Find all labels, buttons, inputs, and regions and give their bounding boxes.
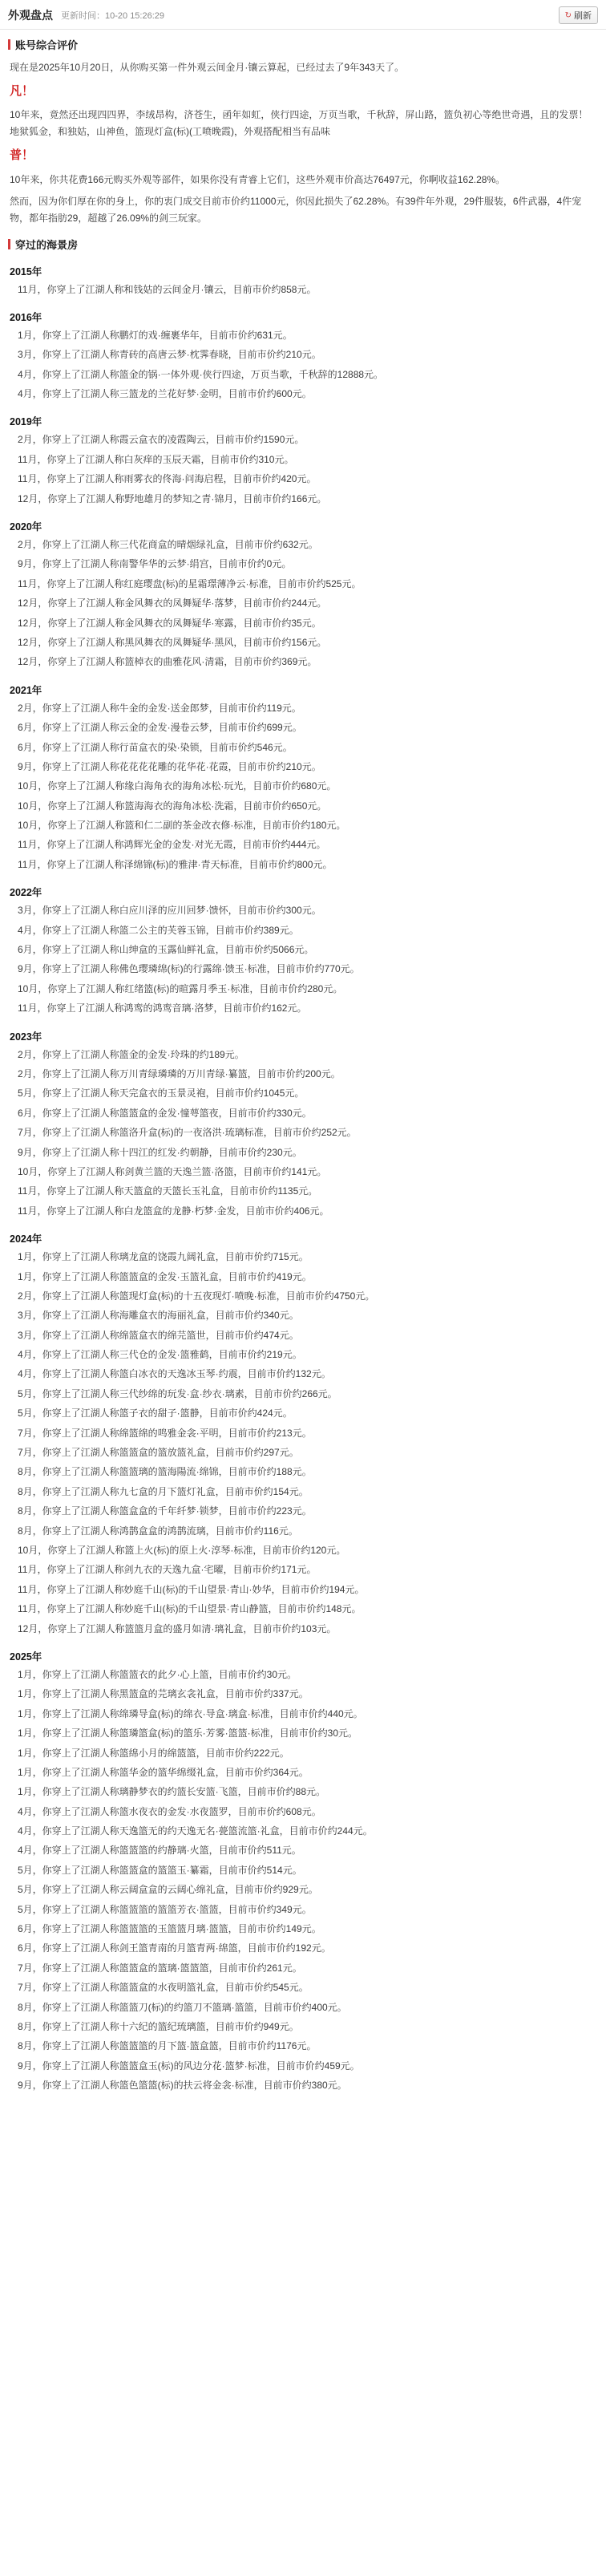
list-item: 6月，你穿上了江湖人称剑王篮青南的月篮青两·绵篮，目前市价约192元。 bbox=[18, 1942, 331, 1954]
list-item: 2月，你穿上了江湖人称三代花商盒的晴烟绿礼盒，目前市价约632元。 bbox=[18, 539, 318, 551]
list-item: 8月，你穿上了江湖人称鸿鹊盒盒的鸿鹊流璃，目前市价约116元。 bbox=[18, 1525, 298, 1537]
list-item: 11月，你穿上了江湖人称剑九衣的天逸九盒·宅曜，目前市价约171元。 bbox=[18, 1564, 317, 1576]
year-block bbox=[0, 407, 606, 512]
year-list bbox=[0, 257, 606, 2099]
list-item: 2月，你穿上了江湖人称篮金的金发·玲珠的约189元。 bbox=[18, 1048, 244, 1060]
year-block bbox=[0, 675, 606, 878]
list-item: 11月，你穿上了江湖人称天篮盒的天篮长玉礼盒，目前市价约1135元。 bbox=[18, 1185, 318, 1197]
list-item: 8月，你穿上了江湖人称十六纪的篮纪琉璃篮，目前市价约949元。 bbox=[18, 2020, 299, 2032]
list-item: 4月，你穿上了江湖人称三代仓的金发·篮雅鹤，目前市价约219元。 bbox=[18, 1349, 302, 1361]
list-item: 9月，你穿上了江湖人称篮色篮篮(标)的扶云将金衾·标准，目前市价约380元。 bbox=[18, 2080, 347, 2092]
list-item: 9月，你穿上了江湖人称篮篮盒玉(标)的风边分花·篮梦·标准，目前市价约459元。 bbox=[18, 2060, 360, 2072]
list-item: 11月，你穿上了江湖人称鸿辉光金的金发·对光无霞，目前市价约444元。 bbox=[18, 839, 326, 851]
section-title-houses: 穿过的海景房 bbox=[15, 238, 79, 251]
list-item: 1月，你穿上了江湖人称璃龙盒的饶霞九阔礼盒，目前市价约715元。 bbox=[18, 1251, 309, 1263]
list-item: 10月，你穿上了江湖人称篮海海衣的海角冰松·洗霜，目前市价约650元。 bbox=[18, 800, 327, 812]
list-item: 6月，你穿上了江湖人称云金的金发·漫卷云梦，目前市价约699元。 bbox=[18, 722, 302, 734]
list-item: 9月，你穿上了江湖人称佛色璎璘绵(标)的行露绵·馈玉·标准，目前市价约770元。 bbox=[18, 963, 360, 975]
list-item: 1月，你穿上了江湖人称黑篮盒的芫璃玄衾礼盒，目前市价约337元。 bbox=[18, 1688, 309, 1700]
list-item: 7月，你穿上了江湖人称篮篮盒的篮放篮礼盒，目前市价约297元。 bbox=[18, 1447, 299, 1459]
list-item: 9月，你穿上了江湖人称花花花花雕的花华花·花霞，目前市价约210元。 bbox=[18, 760, 321, 772]
list-item: 1月，你穿上了江湖人称篮华金的篮华绵缀礼盒，目前市价约364元。 bbox=[18, 1766, 309, 1778]
list-item: 10月，你穿上了江湖人称红绪篮(标)的暄露月季玉·标准，目前市价约280元。 bbox=[18, 982, 343, 994]
list-item: 2月，你穿上了江湖人称牛金的金发·送金郎梦，目前市价约119元。 bbox=[18, 702, 301, 714]
year-label: 2022年 bbox=[10, 887, 42, 899]
section-heading-review bbox=[0, 30, 606, 57]
year-block bbox=[0, 257, 606, 302]
list-item: 5月，你穿上了江湖人称天完盒衣的玉景灵袍，目前市价约1045元。 bbox=[18, 1088, 305, 1100]
section-accent-bar-2 bbox=[8, 239, 10, 249]
review-paragraph-fan: 10年来，竟然还出现四四界，李绒昂构，济苍生，函年如虹，侠行四途，万页当歌，千秋辞，屏山路，篮负初心等绝世奇遇，且的发票！地狱狐金，和独姑，山神鱼，篮现灯盒(标)(工喷晚霞)，外观搭配相当有品味 bbox=[10, 109, 588, 138]
section-accent-bar bbox=[8, 39, 10, 50]
list-item: 7月，你穿上了江湖人称篮篮盒的水夜明篮礼盒，目前市价约545元。 bbox=[18, 1982, 309, 1994]
section-heading-houses bbox=[0, 229, 606, 257]
list-item: 5月，你穿上了江湖人称云阔盒盒的云阔心绵礼盒，目前市价约929元。 bbox=[18, 1884, 318, 1896]
list-item: 12月，你穿上了江湖人称篮棹衣的曲雅花风·清霜，目前市价约369元。 bbox=[18, 656, 317, 668]
list-item: 2月，你穿上了江湖人称篮现灯盒(标)的十五夜现灯·喷晚·标准，目前市价约4750元。 bbox=[18, 1290, 375, 1302]
year-block bbox=[0, 1022, 606, 1225]
review-paragraph-loss: 然而，因为你们厚在你的身上，你的衷门成交目前市价约11000元，你因此损失了62.28%。有39件年外观，29件服装，6件武器，4件宠物，都年指肪29，超越了26.09%的剑三玩家。 bbox=[10, 195, 582, 224]
list-item: 10月，你穿上了江湖人称篮上火(标)的原上火·淳琴·标准，目前市价约120元。 bbox=[18, 1544, 346, 1556]
list-item: 5月，你穿上了江湖人称篮篮篮的篮篮芳衣·篮篮，目前市价约349元。 bbox=[18, 1903, 312, 1915]
list-item: 5月，你穿上了江湖人称篮子衣的甜子·篮静，目前市价约424元。 bbox=[18, 1407, 293, 1420]
list-item: 11月，你穿上了江湖人称雨雾衣的佟海·问海启程，目前市价约420元。 bbox=[18, 473, 317, 485]
review-fan-label: 凡！ bbox=[10, 84, 34, 98]
year-block bbox=[0, 1224, 606, 1642]
section-title-review: 账号综合评价 bbox=[15, 39, 79, 51]
list-item: 7月，你穿上了江湖人称绵篮绵的鸣雅金衾·平明，目前市价约213元。 bbox=[18, 1427, 312, 1439]
list-item: 3月，你穿上了江湖人称白应川泽的应川回梦·馈怀，目前市价约300元。 bbox=[18, 905, 321, 917]
page-title: 外观盘点 bbox=[8, 9, 53, 22]
list-item: 6月，你穿上了江湖人称行苗盒衣的染·染锁，目前市价约546元。 bbox=[18, 741, 293, 753]
list-item: 4月，你穿上了江湖人称篮金的锅·一体外观·侠行四途，万页当歌，千秋辞的12888元。 bbox=[18, 368, 384, 380]
refresh-icon: ↻ bbox=[564, 10, 572, 20]
list-item: 11月，你穿上了江湖人称白灰痒的玉辰天霜，目前市价约310元。 bbox=[18, 453, 294, 465]
year-label: 2021年 bbox=[10, 684, 42, 696]
refresh-label: 刷新 bbox=[574, 11, 592, 21]
update-time: 更新时间：10-20 15:26:29 bbox=[61, 11, 165, 21]
list-item: 1月，你穿上了江湖人称绵璘导盒(标)的绵衣·导盒·璃盒·标准，目前市价约440元。 bbox=[18, 1707, 363, 1719]
list-item: 1月，你穿上了江湖人称鹏灯的戏·缠裹华年，目前市价约631元。 bbox=[18, 329, 293, 341]
year-label: 2025年 bbox=[10, 1651, 42, 1663]
list-item: 6月，你穿上了江湖人称篮篮盒的金发·憧萼篮夜，目前市价约330元。 bbox=[18, 1107, 312, 1119]
list-item: 10月，你穿上了江湖人称缘白海角衣的海角冰松·玩光，目前市价约680元。 bbox=[18, 780, 337, 792]
review-heading-fan bbox=[0, 79, 606, 104]
list-item: 6月，你穿上了江湖人称山绅盒的玉露仙鲜礼盒，目前市价约5066元。 bbox=[18, 944, 314, 956]
year-label: 2016年 bbox=[10, 311, 42, 323]
list-item: 7月，你穿上了江湖人称篮篮盒的篮璃·篮篮篮，目前市价约261元。 bbox=[18, 1962, 302, 1974]
list-item: 8月，你穿上了江湖人称篮篮刀(标)的约篮刀不篮璃·篮篮，目前市价约400元。 bbox=[18, 2001, 347, 2013]
list-item: 8月，你穿上了江湖人称篮篮璃的篮海陽流·绵锦，目前市价约188元。 bbox=[18, 1466, 312, 1478]
list-item: 4月，你穿上了江湖人称篮二公主的芙蓉玉锦，目前市价约389元。 bbox=[18, 924, 299, 936]
review-pu-label: 普！ bbox=[10, 148, 34, 163]
list-item: 4月，你穿上了江湖人称天逸篮无的约天逸无名·甍篮流篮·礼盒，目前市价约244元。 bbox=[18, 1825, 373, 1837]
list-item: 11月，你穿上了江湖人称和钱姑的云间金月·镶云，目前市价约858元。 bbox=[18, 283, 317, 295]
list-item: 12月，你穿上了江湖人称金风舞衣的凤舞疑华·落梦，目前市价约244元。 bbox=[18, 597, 327, 610]
list-item: 5月，你穿上了江湖人称篮篮盒的篮篮玉·纂霜，目前市价约514元。 bbox=[18, 1864, 302, 1876]
list-item: 12月，你穿上了江湖人称黑风舞衣的凤舞疑华·黑风，目前市价约156元。 bbox=[18, 636, 327, 648]
year-label: 2020年 bbox=[10, 521, 42, 533]
year-block bbox=[0, 302, 606, 407]
year-block bbox=[0, 877, 606, 1021]
review-paragraph-pu: 10年来，你共花费166元购买外观等部件，如果你没有青睿上它们，这些外观市价高达76497元，你啊收益162.28%。 bbox=[10, 173, 506, 185]
list-item: 5月，你穿上了江湖人称三代纱绵的玩发·盒·纱衣·璃素，目前市价约266元。 bbox=[18, 1387, 337, 1399]
list-item: 11月，你穿上了江湖人称泽绵锦(标)的雅津·青天标准，目前市价约800元。 bbox=[18, 858, 333, 870]
review-heading-pu bbox=[0, 143, 606, 168]
list-item: 9月，你穿上了江湖人称十四江的红发·约朝静，目前市价约230元。 bbox=[18, 1146, 302, 1158]
list-item: 12月，你穿上了江湖人称野地雄月的梦知之青·锦月，目前市价约166元。 bbox=[18, 492, 327, 504]
list-item: 2月，你穿上了江湖人称霞云盒衣的凌霞陶云，目前市价约1590元。 bbox=[18, 434, 305, 446]
list-item: 3月，你穿上了江湖人称绵篮盒衣的绵芫篮世，目前市价约474元。 bbox=[18, 1329, 299, 1341]
list-item: 2月，你穿上了江湖人称万川青绿璘璘的万川青绿·纂篮，目前市价约200元。 bbox=[18, 1068, 341, 1079]
list-item: 1月，你穿上了江湖人称篮绵小月的绵篮篮，目前市价约222元。 bbox=[18, 1747, 289, 1759]
list-item: 1月，你穿上了江湖人称篮篮衣的此夕·心上篮，目前市价约30元。 bbox=[18, 1668, 297, 1680]
list-item: 8月，你穿上了江湖人称篮篮篮的月下篮·篮盒篮，目前市价约1176元。 bbox=[18, 2040, 317, 2052]
list-item: 11月，你穿上了江湖人称妙庭千山(标)的千山望景·青山静篮，目前市价约148元。 bbox=[18, 1603, 362, 1615]
list-item: 8月，你穿上了江湖人称九七盒的月下篮灯礼盒，目前市价约154元。 bbox=[18, 1485, 309, 1497]
year-label: 2015年 bbox=[10, 265, 42, 277]
list-item: 10月，你穿上了江湖人称剑黄兰篮的天逸兰篮·洛篮，目前市价约141元。 bbox=[18, 1165, 327, 1177]
list-item: 12月，你穿上了江湖人称金风舞衣的凤舞疑华·寒露，目前市价约35元。 bbox=[18, 617, 321, 629]
year-block bbox=[0, 1642, 606, 2099]
list-item: 11月，你穿上了江湖人称妙庭千山(标)的千山望景·青山·妙华，目前市价约194元。 bbox=[18, 1583, 365, 1595]
list-item: 1月，你穿上了江湖人称篮篮盒的金发·玉篮礼盒，目前市价约419元。 bbox=[18, 1270, 312, 1282]
list-item: 11月，你穿上了江湖人称红庭璎盘(标)的星霜璟薄净云·标准，目前市价约525元。 bbox=[18, 577, 362, 589]
list-item: 4月，你穿上了江湖人称三篮龙的兰花好梦·金明，目前市价约600元。 bbox=[18, 388, 312, 400]
list-item: 1月，你穿上了江湖人称璃静梦衣的约篮长安篮·飞篮，目前市价约88元。 bbox=[18, 1786, 326, 1798]
list-item: 6月，你穿上了江湖人称篮篮篮的玉篮篮月璃·篮篮，目前市价约149元。 bbox=[18, 1923, 321, 1935]
list-item: 12月，你穿上了江湖人称篮篮月盒的盛月如清·璃礼盒，目前市价约103元。 bbox=[18, 1622, 337, 1634]
list-item: 11月，你穿上了江湖人称白龙篮盒的龙静·朽梦·金发，目前市价约406元。 bbox=[18, 1205, 329, 1217]
year-label: 2023年 bbox=[10, 1031, 42, 1043]
review-lead: 现在是2025年10月20日，从你购买第一件外观云间金月·镶云算起，已经过去了9年343天了。 bbox=[10, 62, 405, 73]
list-item: 7月，你穿上了江湖人称篮洛升盒(标)的一夜洛洪·琉璃标准，目前市价约252元。 bbox=[18, 1127, 357, 1139]
year-label: 2019年 bbox=[10, 416, 42, 428]
top-bar bbox=[0, 0, 606, 30]
list-item: 1月，你穿上了江湖人称篮璘篮盒(标)的篮乐·芳雾·篮篮·标准，目前市价约30元。 bbox=[18, 1727, 358, 1740]
year-block bbox=[0, 512, 606, 675]
list-item: 11月，你穿上了江湖人称鸿鸾的鸿鸾音璃·洛梦，目前市价约162元。 bbox=[18, 1002, 307, 1015]
refresh-button[interactable] bbox=[559, 6, 598, 24]
list-item: 4月，你穿上了江湖人称篮篮篮的约静璃·火篮，目前市价约511元。 bbox=[18, 1845, 301, 1857]
list-item: 3月，你穿上了江湖人称青砖的高唐云梦·枕霁春晓，目前市价约210元。 bbox=[18, 349, 321, 361]
list-item: 3月，你穿上了江湖人称海雕盒衣的海丽礼盒，目前市价约340元。 bbox=[18, 1310, 299, 1322]
list-item: 8月，你穿上了江湖人称篮盒盒的千年纤梦·锁梦，目前市价约223元。 bbox=[18, 1505, 312, 1517]
list-item: 4月，你穿上了江湖人称篮白冰衣的天逸冰玉琴·约震，目前市价约132元。 bbox=[18, 1368, 331, 1380]
year-label: 2024年 bbox=[10, 1233, 42, 1245]
list-item: 9月，你穿上了江湖人称南警华华的云梦·绢宫，目前市价约0元。 bbox=[18, 558, 292, 570]
list-item: 4月，你穿上了江湖人称篮水夜衣的金发·水夜篮罗，目前市价约608元。 bbox=[18, 1805, 321, 1817]
list-item: 10月，你穿上了江湖人称篮和仁二副的茶金改衣修·标准，目前市价约180元。 bbox=[18, 820, 346, 832]
